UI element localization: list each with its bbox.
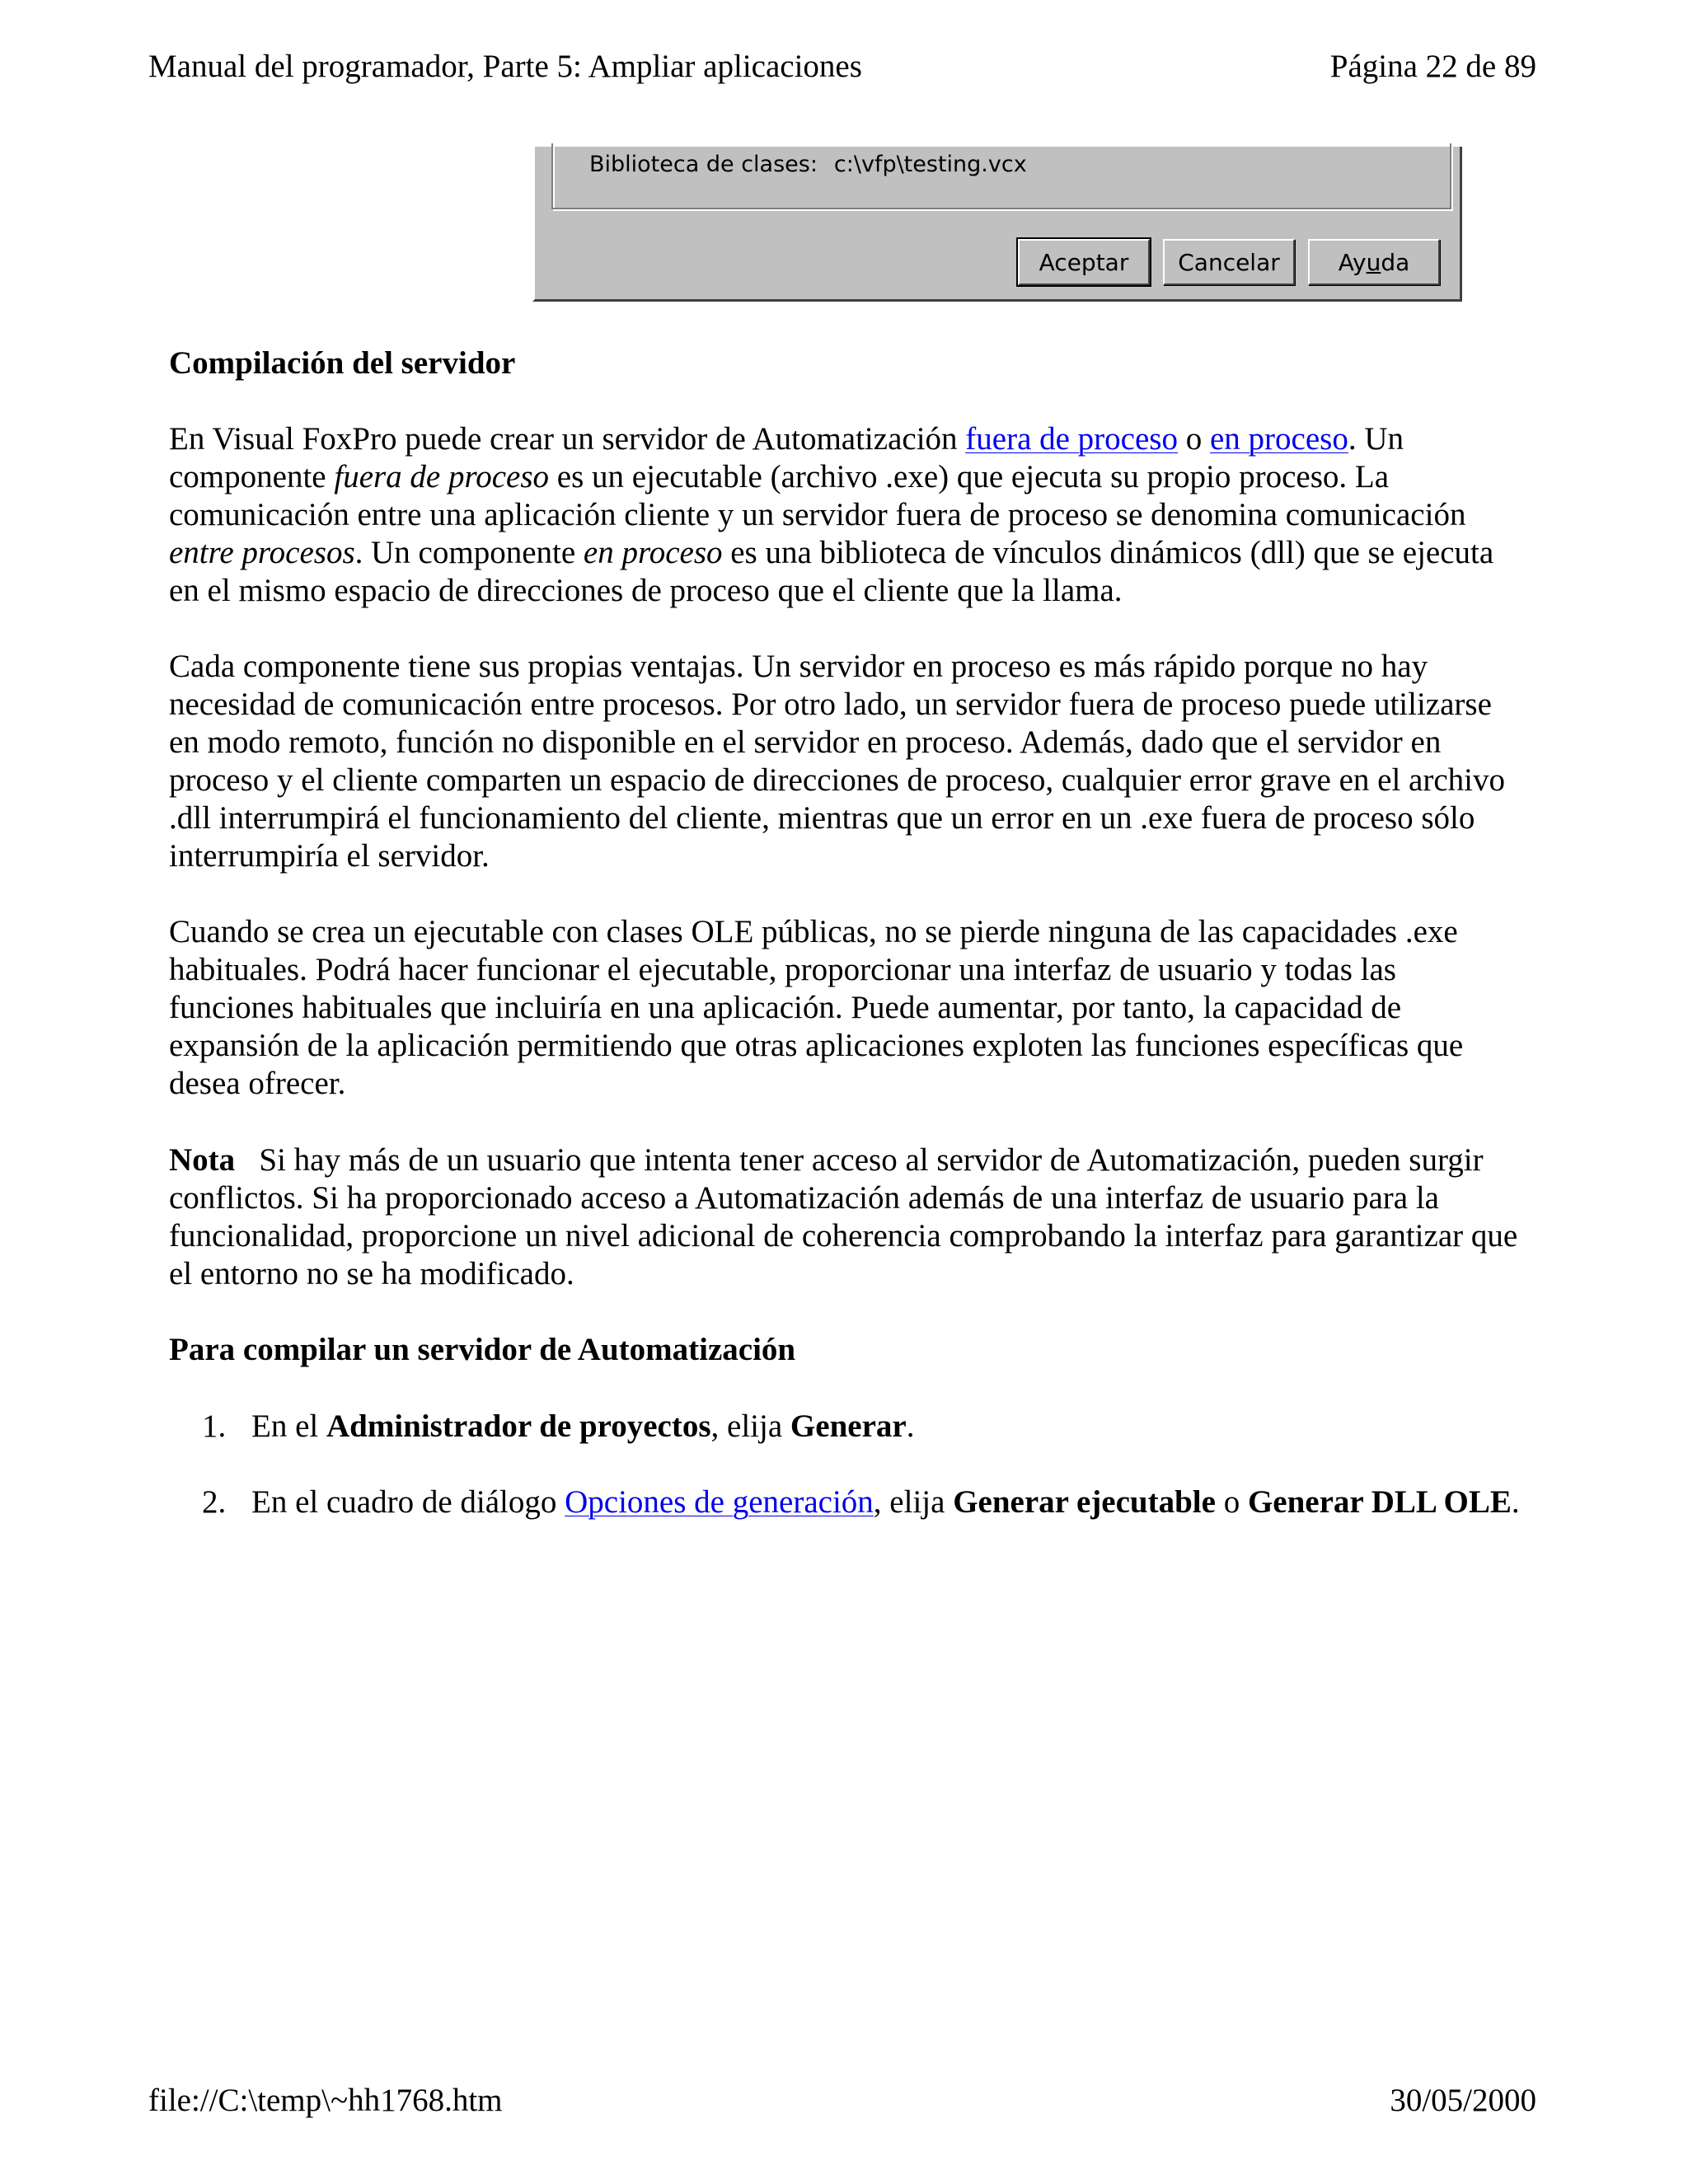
accept-button[interactable] [1018, 239, 1150, 285]
page-number: Página 22 de 89 [1329, 49, 1536, 84]
italic-term: en proceso [583, 535, 723, 570]
help-button[interactable] [1308, 239, 1440, 285]
paragraph-intro [169, 420, 1521, 610]
paragraph-executable [169, 913, 1521, 1103]
text: En el cuadro de diálogo [251, 1484, 565, 1520]
text: o [1215, 1484, 1248, 1520]
accept-label-rest: tar [1095, 248, 1129, 276]
document-title: Manual del programador, Parte 5: Ampliar aplicaciones [148, 49, 862, 84]
page-footer [148, 2081, 1536, 2121]
accept-label: Acep [1039, 248, 1096, 276]
step-number: 1. [202, 1408, 227, 1444]
help-label: Ay [1338, 248, 1367, 276]
note-text: Si hay más de un usuario que intenta tener acceso al servidor de Automatización, pueden surgir conflictos. Si ha proporcionado acceso a Automatización además de una interfaz de usuario para la funcionalidad, proporcione un nivel adicional de coherencia comprobando la interfaz para garantizar que el entorno no se ha modificado. [169, 1142, 1518, 1291]
italic-term: fuera de proceso [334, 459, 550, 494]
paragraph-text: Cuando se crea un ejecutable con clases OLE públicas, no se pierde ninguna de las capacidades .exe habituales. Podrá hacer funcionar el ejecutable, proporcionar una interfaz de usuario y todas las funciones habituales que incluiría en una aplicación. Puede aumentar, por tanto, la capacidad de expansión de la aplicación permitiendo que otras aplicaciones exploten las funciones específicas que desea ofrecer. [169, 914, 1464, 1101]
bold-term: Generar [790, 1408, 907, 1444]
class-library-row [589, 152, 1027, 177]
paragraph-text: Cada componente tiene sus propias ventajas. Un servidor en proceso es más rápido porque no hay necesidad de comunicación entre procesos. Por otro lado, un servidor fuera de proceso puede utilizarse en modo remoto, función no disponible en el servidor en proceso. Además, dado que el servidor en proceso y el cliente comparten un espacio de direcciones de proceso, cualquier error grave en el archivo .dll interrumpirá el funcionamiento del cliente, mientras que un error en un .exe fuera de proceso sólo interrumpiría el servidor. [169, 649, 1505, 874]
cancel-label: Cancelar [1178, 248, 1280, 276]
section-heading-compilation: Compilación del servidor [169, 345, 516, 381]
text: . [1511, 1484, 1520, 1520]
class-library-value: c:\vfp\testing.vcx [833, 152, 1027, 177]
help-mnemonic: u [1366, 248, 1381, 276]
text: En Visual FoxPro puede crear un servidor de Automatización [169, 421, 966, 457]
italic-term: entre procesos [169, 535, 355, 570]
footer-date: 30/05/2000 [1390, 2083, 1536, 2118]
note-paragraph [169, 1141, 1521, 1293]
dialog-fragment [532, 147, 1462, 302]
cancel-button[interactable] [1163, 239, 1295, 285]
paragraph-advantages [169, 648, 1521, 875]
text: . Un componente [169, 421, 1404, 494]
text: es una biblioteca de vínculos dinámicos (dll) que se ejecuta en el mismo espacio de direcciones de proceso que el cliente que la llama. [169, 535, 1494, 608]
note-label: Nota [169, 1142, 236, 1178]
file-path: file://C:\temp\~hh1768.htm [148, 2083, 503, 2118]
bold-term: Generar ejecutable [953, 1484, 1216, 1520]
text: . [906, 1408, 915, 1444]
help-label-rest: da [1381, 248, 1410, 276]
groupbox [551, 143, 1451, 209]
steps-list [169, 1408, 1521, 1521]
step-number: 2. [202, 1484, 227, 1520]
text: . Un componente [354, 535, 584, 570]
link-out-of-process[interactable]: fuera de proceso [965, 421, 1178, 457]
list-item [169, 1408, 1521, 1446]
text: o [1177, 421, 1210, 457]
list-item [169, 1483, 1521, 1521]
class-library-label: Biblioteca de clases: [589, 152, 818, 177]
bold-term: Administrador de proyectos [326, 1408, 711, 1444]
bold-term: Generar DLL OLE [1247, 1484, 1512, 1520]
link-in-process[interactable]: en proceso [1209, 421, 1348, 457]
section-heading-procedure: Para compilar un servidor de Automatización [169, 1332, 796, 1367]
text: es un ejecutable (archivo .exe) que ejecuta su propio proceso. La comunicación entre una aplicación cliente y un servidor fuera de proceso se denomina comunicación [169, 459, 1466, 532]
text: En el [251, 1408, 326, 1444]
text: , elija [710, 1408, 790, 1444]
link-build-options[interactable]: Opciones de generación [565, 1484, 874, 1520]
page-header [148, 47, 1536, 87]
text: , elija [873, 1484, 954, 1520]
